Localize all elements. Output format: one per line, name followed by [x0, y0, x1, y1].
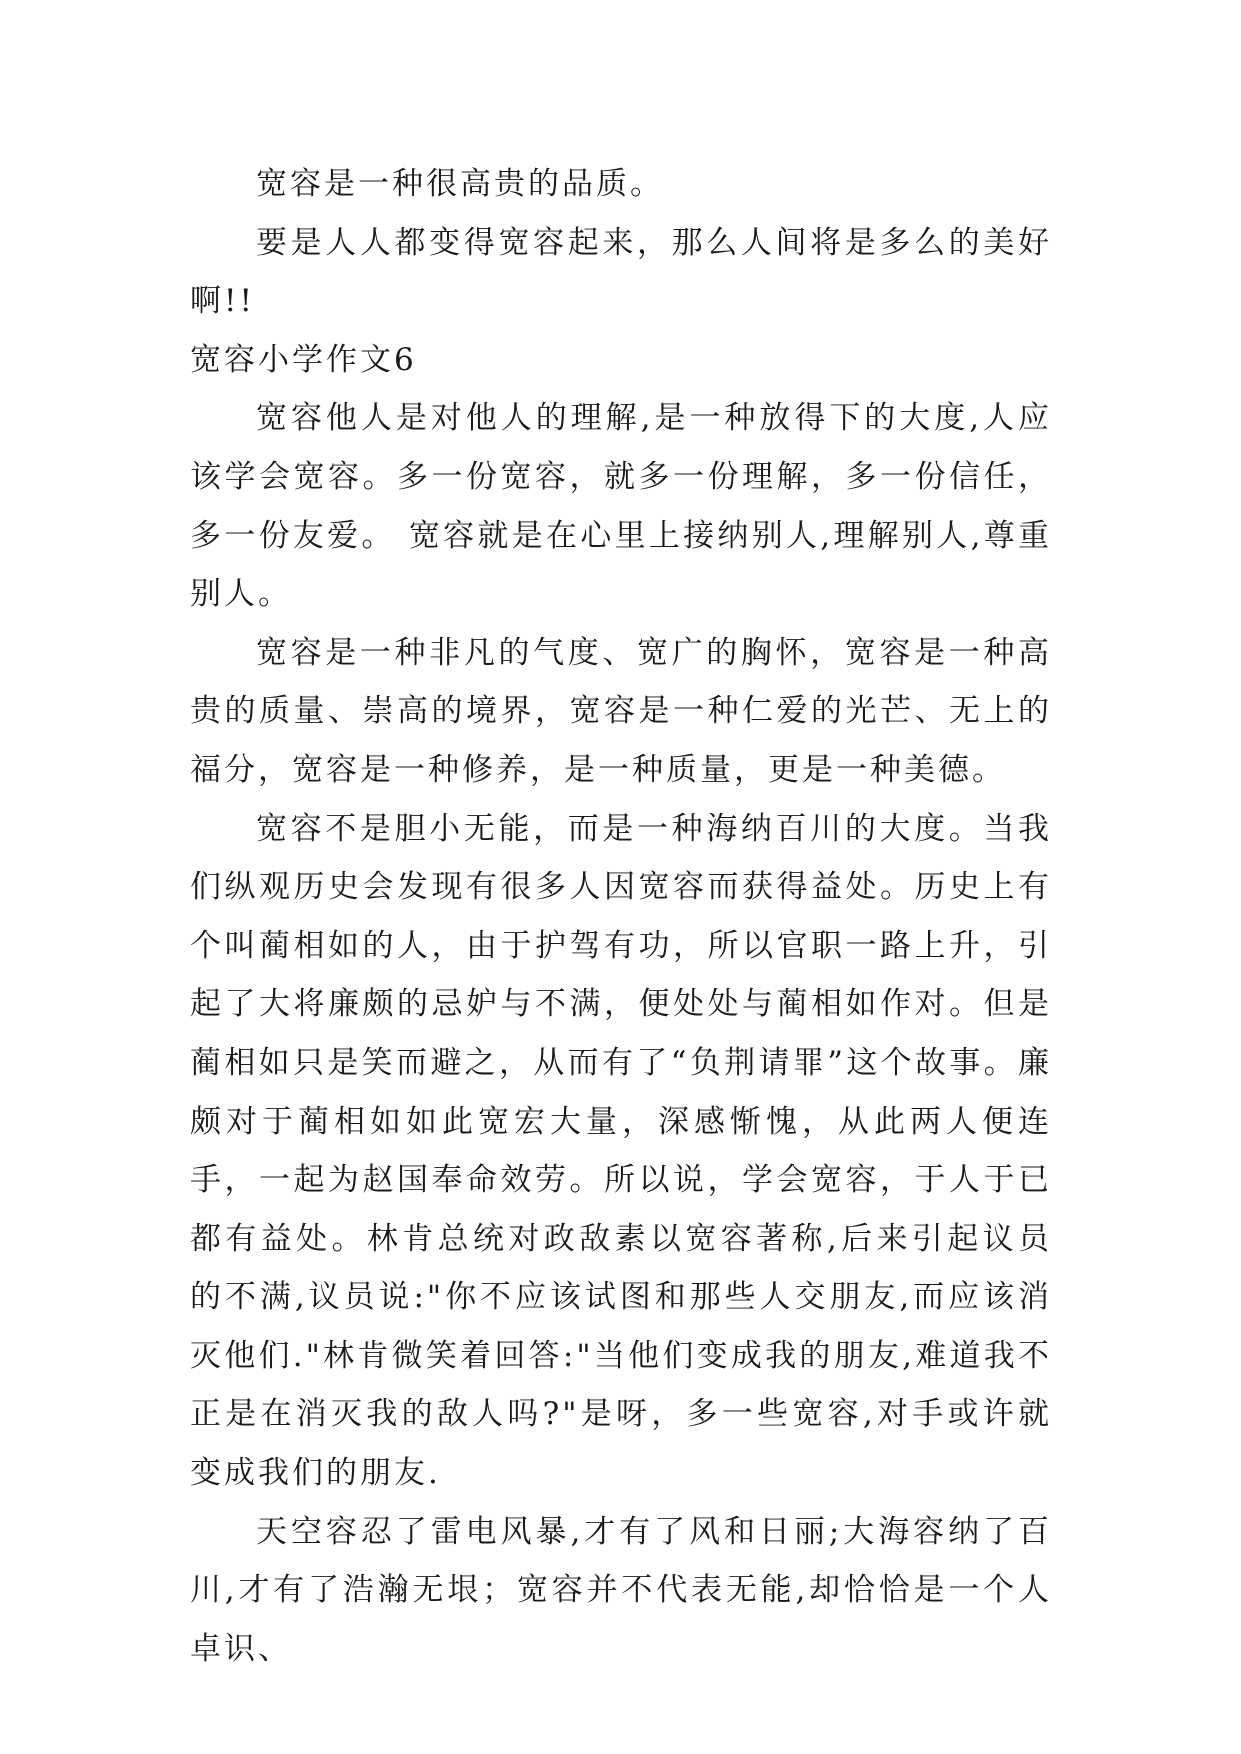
paragraph: 宽容是一种很高贵的品质。 — [256, 166, 664, 202]
document-body — [190, 155, 1052, 1678]
paragraph: 天空容忍了雷电风暴,才有了风和日丽;大海容纳了百川,才有了浩瀚无垠；宽容并不代表无能,却恰恰是一个人卓识、 — [190, 1513, 1052, 1667]
paragraph: 宽容他人是对他人的理解,是一种放得下的大度,人应该学会宽容。多一份宽容，就多一份理解，多一份信任，多一份友爱。 宽容就是在心里上接纳别人,理解别人,尊重别人。 — [190, 400, 1052, 613]
paragraph: 要是人人都变得宽容起来，那么人间将是多么的美好啊!! — [190, 224, 1052, 320]
paragraph: 宽容是一种非凡的气度、宽广的胸怀，宽容是一种高贵的质量、崇高的境界，宽容是一种仁爱的光芒、无上的福分，宽容是一种修养，是一种质量，更是一种美德。 — [190, 634, 1052, 788]
paragraph: 宽容不是胆小无能，而是一种海纳百川的大度。当我们纵观历史会发现有很多人因宽容而获得益处。历史上有个叫蔺相如的人，由于护驾有功，所以官职一路上升，引起了大将廉颇的忌妒与不满，便处处与蔺相如作对。但是蔺相如只是笑而避之，从而有了“负荆请罪”这个故事。廉颇对于蔺相如如此宽宏大量，深感惭愧，从此两人便连手，一起为赵国奉命效劳。所以说，学会宽容，于人于已都有益处。林肯总统对政敌素以宽容著称,后来引起议员的不满,议员说:"你不应该试图和那些人交朋友,而应该消灭他们."林肯微笑着回答:"当他们变成我的朋友,难道我不正是在消灭我的敌人吗?"是呀，多一些宽容,对手或许就变成我们的朋友. — [190, 810, 1052, 1492]
section-title: 宽容小学作文6 — [190, 341, 417, 378]
